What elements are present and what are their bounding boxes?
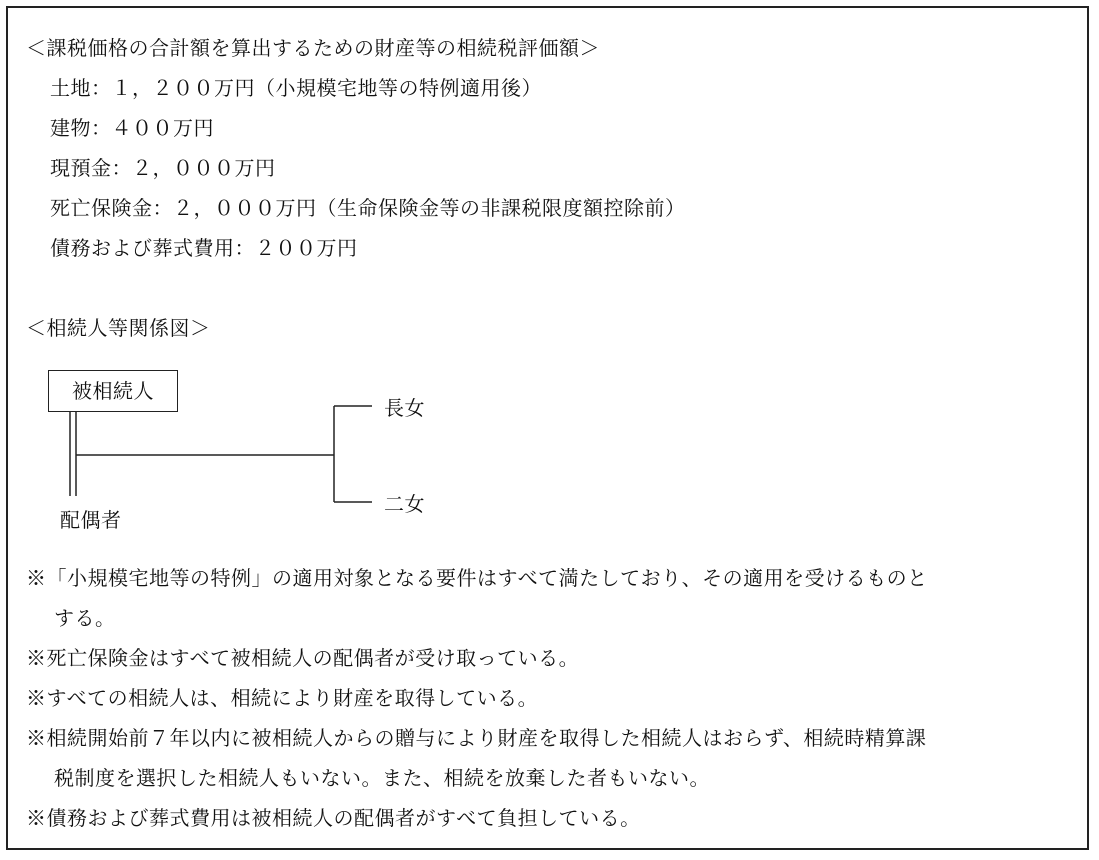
spouse-label: 配偶者 [60,508,122,532]
asset-item-debts: 債務および葬式費用：２００万円 [50,236,358,260]
child-eldest-daughter: 長女 [384,396,425,420]
asset-item-cash: 現預金：２，０００万円 [50,156,276,180]
assets-heading: ＜課税価格の合計額を算出するための財産等の相続税評価額＞ [26,36,600,60]
note-1-line-1: ※「小規模宅地等の特例」の適用対象となる要件はすべて満たしており、その適用を受けるものと [26,566,928,590]
asset-item-building: 建物：４００万円 [50,116,214,140]
relationship-heading: ＜相続人等関係図＞ [26,316,211,340]
note-3: ※すべての相続人は、相続により財産を取得している。 [26,686,539,710]
note-2: ※死亡保険金はすべて被相続人の配偶者が受け取っている。 [26,646,580,670]
note-4-line-1: ※相続開始前７年以内に被相続人からの贈与により財産を取得した相続人はおらず、相続時精算課 [26,726,927,750]
deceased-box: 被相続人 [48,370,178,412]
note-1-line-2: する。 [54,606,116,630]
note-4-line-2: 税制度を選択した相続人もいない。また、相続を放棄した者もいない。 [54,766,710,790]
note-5: ※債務および葬式費用は被相続人の配偶者がすべて負担している。 [26,806,641,830]
asset-item-insurance: 死亡保険金：２，０００万円（生命保険金等の非課税限度額控除前） [50,196,686,220]
asset-item-land: 土地：１，２００万円（小規模宅地等の特例適用後） [50,76,542,100]
child-second-daughter: 二女 [384,492,425,516]
